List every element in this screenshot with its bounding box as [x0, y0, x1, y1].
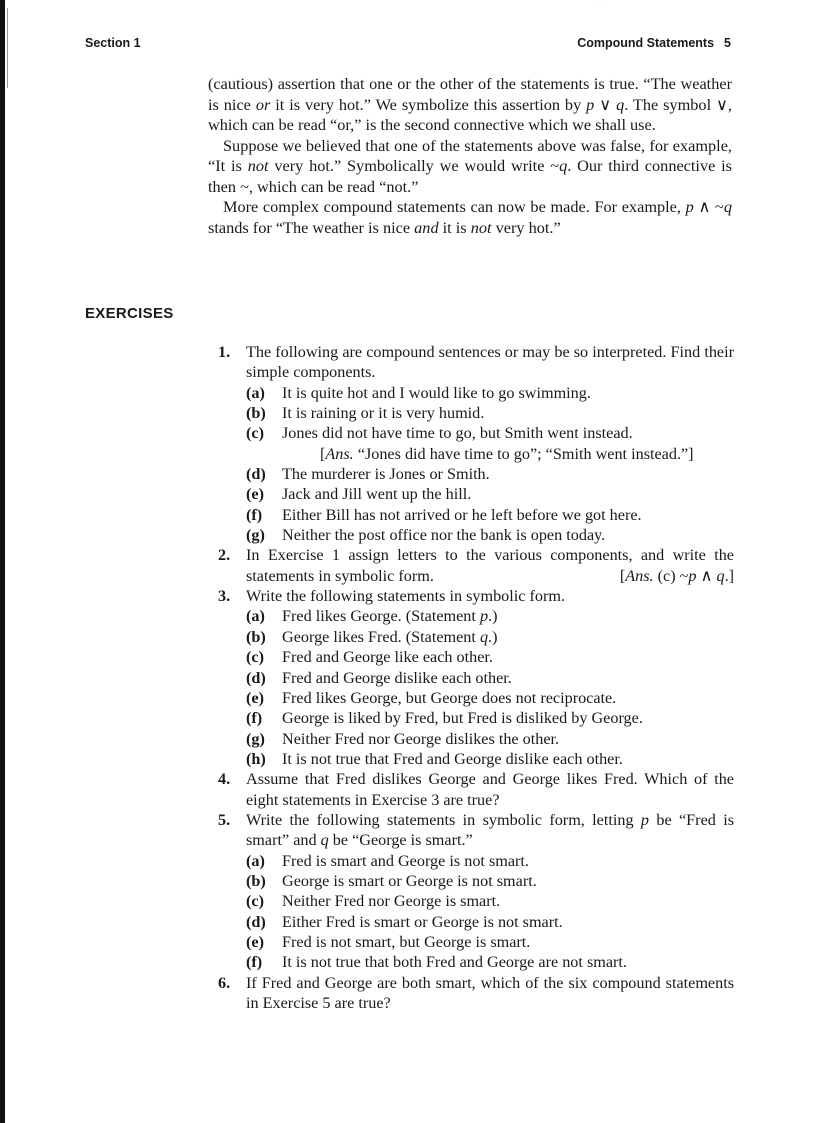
text-run: ∨ — [594, 94, 617, 114]
exercise-1 — [208, 342, 734, 545]
exercise-text: Write the following statements in symbolic form. — [246, 587, 565, 606]
sub-text: Neither Fred nor George is smart. — [282, 892, 501, 911]
sub-label: (a) — [246, 851, 265, 870]
answer-text: (c) ~ — [653, 566, 689, 585]
sub-item — [246, 383, 734, 403]
sub-text: It is quite hot and I would like to go swimming. — [282, 383, 591, 402]
exercise-5 — [208, 810, 734, 973]
sub-text: Neither the post office nor the bank is open today. — [282, 526, 606, 545]
sub-text: Fred likes George. (Statement — [282, 607, 480, 626]
chapter-title — [577, 36, 731, 50]
sub-text: Either Fred is smart or George is not smart. — [282, 912, 563, 931]
sub-item — [246, 688, 734, 708]
text-run: be “Fred is smart” and — [246, 810, 734, 850]
sub-item — [246, 729, 734, 749]
text-run: be “George is smart.” — [328, 831, 473, 850]
scan-speck: ˙˙ — [596, 2, 604, 11]
variable: q — [559, 156, 568, 175]
variable: p — [586, 94, 595, 114]
sub-text: Jones did not have time to go, but Smith went instead. — [282, 424, 633, 443]
exercise-2 — [208, 545, 734, 586]
answer-text: .] — [724, 566, 734, 585]
sub-item — [246, 464, 734, 484]
exercise-4 — [208, 769, 734, 810]
intro-text — [208, 74, 732, 238]
variable: q — [479, 627, 489, 646]
variable: q — [616, 94, 625, 114]
text-run: (cautious) assertion that one or the other of the statements is true. “The weather is nice — [208, 74, 732, 114]
sub-label: (a) — [246, 383, 265, 402]
sub-text: It is not true that Fred and George dislike each other. — [282, 749, 623, 768]
variable: p — [685, 197, 694, 216]
exercise-6 — [208, 973, 734, 1014]
sub-label: (e) — [246, 932, 264, 951]
exercise-3 — [208, 586, 734, 769]
sub-item — [246, 403, 734, 423]
answer-label: Ans. — [325, 444, 354, 463]
chapter-title-text: Compound Statements — [577, 36, 715, 50]
sub-item — [246, 952, 734, 972]
answer-inline: [Ans. (c) ~p ∧ q.] — [619, 566, 734, 585]
sub-item — [246, 749, 734, 769]
sub-text: Jack and Jill went up the hill. — [282, 485, 472, 504]
sub-text: George likes Fred. (Statement — [282, 627, 480, 646]
exercise-text — [246, 545, 734, 586]
sub-label: (f) — [246, 953, 263, 972]
page-number: 5 — [724, 36, 731, 50]
answer-line: [Ans. “Jones did have time to go”; “Smith went instead.”] — [320, 444, 694, 463]
intro-paragraph-2 — [208, 136, 732, 198]
emph: or — [255, 94, 271, 114]
sub-text: It is raining or it is very humid. — [282, 404, 485, 423]
section-label: Section 1 — [85, 36, 141, 50]
sub-item — [246, 505, 734, 525]
exercises-heading: EXERCISES — [85, 305, 174, 322]
sub-label: (d) — [246, 668, 266, 687]
exercise-number: 2. — [218, 546, 231, 565]
exercise-body: In Exercise 1 assign letters to the various components, and write the statements in symbolic form. — [246, 546, 734, 585]
exercise-text: If Fred and George are both smart, which of the six compound statements in Exercise 5 are true? — [246, 973, 734, 1012]
sub-text: Fred likes George, but George does not reciprocate. — [282, 688, 617, 707]
sub-text: Fred is smart and George is not smart. — [282, 851, 529, 870]
sub-text: .) — [488, 607, 498, 626]
scan-edge-bar — [0, 0, 5, 1123]
sub-item — [246, 647, 734, 667]
sub-item — [246, 423, 734, 443]
sub-text: George is liked by Fred, but Fred is disliked by George. — [282, 709, 643, 728]
sub-label: (a) — [246, 607, 265, 626]
text-run: it is — [438, 217, 471, 237]
text-run: Write the following statements in symbolic form, letting — [246, 810, 641, 829]
sub-label: (f) — [246, 505, 263, 524]
sub-text: Fred and George dislike each other. — [282, 668, 512, 687]
sub-item — [246, 627, 734, 647]
sub-label: (h) — [246, 749, 266, 768]
sub-item — [246, 484, 734, 504]
sub-item — [246, 708, 734, 728]
sub-text: .) — [488, 627, 498, 646]
variable: p — [479, 607, 489, 626]
intro-paragraph-3 — [208, 197, 732, 238]
sub-label: (g) — [246, 729, 265, 748]
exercise-number: 1. — [218, 343, 231, 361]
answer-text: ∧ — [696, 566, 717, 585]
sub-text: Fred and George like each other. — [282, 648, 493, 667]
variable: q — [723, 197, 733, 216]
variable: p — [640, 810, 649, 829]
sub-label: (b) — [246, 404, 266, 423]
exercise-text: The following are compound sentences or may be so interpreted. Find their simple components. — [246, 343, 734, 382]
sub-text: It is not true that both Fred and George are not smart. — [282, 953, 627, 972]
emph: not — [247, 156, 269, 175]
exercise-number: 3. — [218, 587, 231, 606]
exercise-text: Assume that Fred dislikes George and George likes Fred. Which of the eight statements in Exercise 3 are true? — [246, 770, 734, 809]
sub-item — [246, 606, 734, 626]
sub-text: The murderer is Jones or Smith. — [282, 465, 490, 484]
exercise-list — [208, 342, 734, 1013]
text-run: More complex compound statements can now be made. For example, — [223, 197, 686, 216]
exercise-number: 6. — [218, 973, 231, 992]
answer-label: Ans. — [625, 566, 654, 585]
text-run: . Our third connective is then ~, which can be read “not.” — [208, 156, 733, 196]
sub-item — [246, 871, 734, 891]
sub-item — [246, 668, 734, 688]
text-run: stands for “The weather is nice — [208, 217, 415, 237]
text-run: . The symbol ∨, which can be read “or,” is the second connective which we shall use. — [208, 94, 733, 134]
sub-item — [246, 912, 734, 932]
sub-label: (g) — [246, 526, 265, 545]
text-run: very hot.” — [491, 217, 561, 237]
answer-text: “Jones did have time to go”; “Smith went instead.”] — [353, 444, 694, 463]
variable: p — [688, 566, 697, 585]
sub-item — [246, 525, 734, 545]
sub-text: Fred is not smart, but George is smart. — [282, 932, 531, 951]
intro-paragraph-1 — [208, 74, 732, 136]
exercise-number: 4. — [218, 770, 231, 789]
sub-label: (f) — [246, 709, 263, 728]
sub-text: Neither Fred nor George dislikes the other. — [282, 729, 560, 748]
sub-label: (e) — [246, 485, 264, 504]
exercise-text — [246, 810, 734, 851]
sub-item — [246, 851, 734, 871]
sub-label: (c) — [246, 892, 264, 911]
sub-text: Either Bill has not arrived or he left before we got here. — [282, 505, 642, 524]
scan-edge-mark — [7, 8, 8, 88]
emph: not — [470, 217, 492, 237]
variable: q — [320, 831, 329, 850]
sub-label: (b) — [246, 627, 266, 646]
text-run: it is very hot.” We symbolize this assertion by — [270, 94, 587, 114]
sub-label: (e) — [246, 688, 264, 707]
exercise-number: 5. — [218, 810, 231, 829]
sub-label: (c) — [246, 648, 264, 667]
sub-label: (d) — [246, 912, 266, 931]
sub-item — [246, 932, 734, 952]
sub-label: (b) — [246, 871, 266, 890]
emph: and — [414, 217, 439, 237]
sub-label: (d) — [246, 465, 266, 484]
text-run: very hot.” Symbolically we would write ~ — [268, 156, 560, 175]
text-run: Suppose we believed that one of the statements above was false, for example, “It is — [208, 135, 732, 175]
sub-item — [246, 891, 734, 911]
text-run: ∧ ~ — [693, 197, 724, 216]
sub-label: (c) — [246, 424, 264, 443]
variable: q — [716, 566, 725, 585]
sub-text: George is smart or George is not smart. — [282, 871, 537, 890]
